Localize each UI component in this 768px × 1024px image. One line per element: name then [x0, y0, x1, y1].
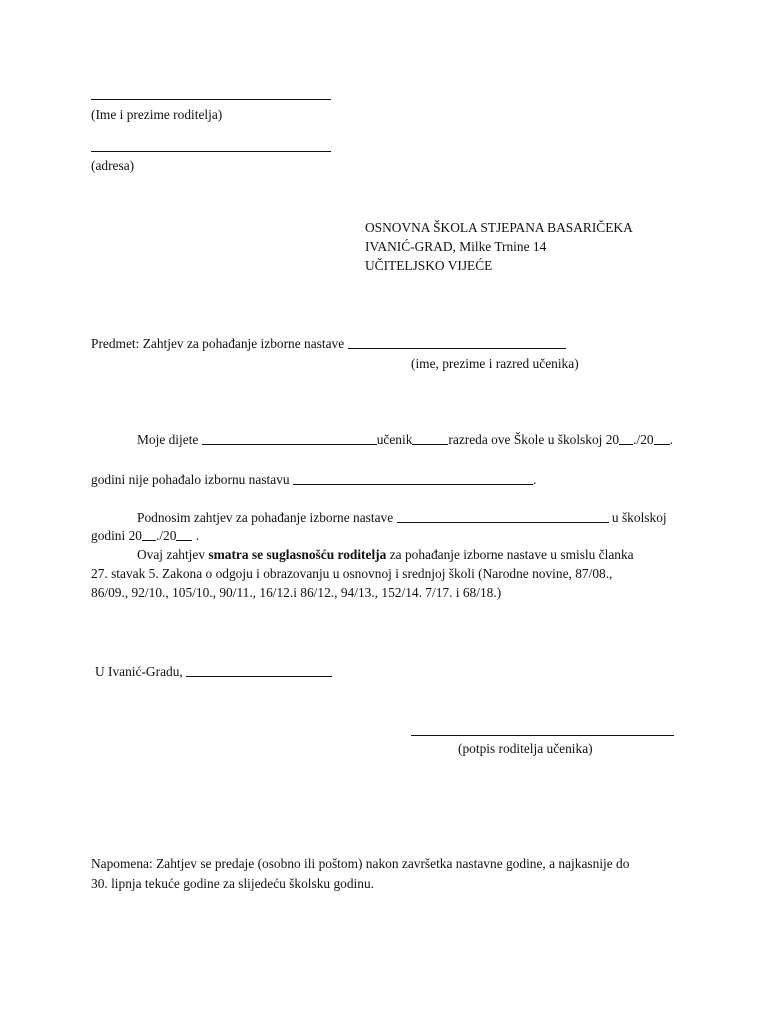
period: .: [195, 528, 200, 543]
subject-label: Predmet: Zahtjev za pohađanje izborne nastave: [91, 336, 345, 351]
student-label: učenik: [376, 432, 413, 447]
year-end-blank: [176, 527, 192, 541]
paragraph-child: [137, 430, 673, 449]
period: .: [532, 472, 537, 487]
subject-caption: (ime, prezime i razred učenika): [411, 356, 579, 371]
year-end-blank: [654, 431, 670, 445]
previous-subject-blank: [293, 471, 533, 485]
school-label: u školskoj: [611, 510, 667, 525]
year-separator: ./20: [155, 528, 177, 543]
date-blank: [186, 663, 332, 677]
note-line2: 30. lipnja tekuće godine za slijedeću školsku godinu.: [91, 876, 375, 891]
signature-caption: (potpis roditelja učenika): [458, 741, 593, 756]
consent-text: za pohađanje izborne nastave u smislu članka: [389, 547, 634, 562]
consent-bold: smatra se suglasnošću roditelja: [208, 547, 387, 562]
paragraph-previous: [91, 470, 536, 489]
year-label: godini 20: [91, 528, 142, 543]
student-info-blank: [348, 335, 566, 349]
address-line: [91, 151, 331, 152]
consent-label: Ovaj zahtjev: [137, 547, 206, 562]
paragraph-consent-line3: 86/09., 92/10., 105/10., 90/11., 16/12.i 86/12., 94/13., 152/14. 7/17. i 68/18.): [91, 585, 502, 600]
year-separator: ./20: [633, 432, 654, 447]
paragraph-consent-line2: 27. stavak 5. Zakona o odgoju i obrazovanju u osnovnoj i srednjoj školi (Narodne novine, 87/08.,: [91, 566, 613, 581]
child-label: Moje dijete: [137, 432, 199, 447]
recipient-address: IVANIĆ-GRAD, Milke Trnine 14: [365, 239, 547, 254]
year-start-blank: [142, 527, 156, 541]
period: .: [669, 432, 673, 447]
address-caption: (adresa): [91, 158, 135, 173]
paragraph-request-year: [91, 526, 199, 545]
subject-line: [91, 334, 566, 353]
paragraph-request: [137, 508, 667, 527]
previous-label: godini nije pohađalo izbornu nastavu: [91, 472, 290, 487]
place-date-line: [95, 662, 332, 681]
child-name-blank: [202, 431, 377, 445]
requested-subject-blank: [397, 509, 609, 523]
recipient-school: OSNOVNA ŠKOLA STJEPANA BASARIČEKA: [365, 220, 633, 235]
grade-blank: [412, 431, 448, 445]
school-year-label: razreda ove Škole u školskoj 20: [448, 432, 620, 447]
place-label: U Ivanić-Gradu,: [95, 664, 183, 679]
request-label: Podnosim zahtjev za pohađanje izborne nastave: [137, 510, 394, 525]
signature-line: [411, 735, 674, 736]
year-start-blank: [619, 431, 633, 445]
recipient-council: UČITELJSKO VIJEĆE: [365, 258, 493, 273]
parent-name-caption: (Ime i prezime roditelja): [91, 107, 223, 122]
parent-name-line: [91, 99, 331, 100]
paragraph-consent: [137, 545, 634, 564]
note-line1: Napomena: Zahtjev se predaje (osobno ili poštom) nakon završetka nastavne godine, a najkasnije do: [91, 856, 630, 871]
